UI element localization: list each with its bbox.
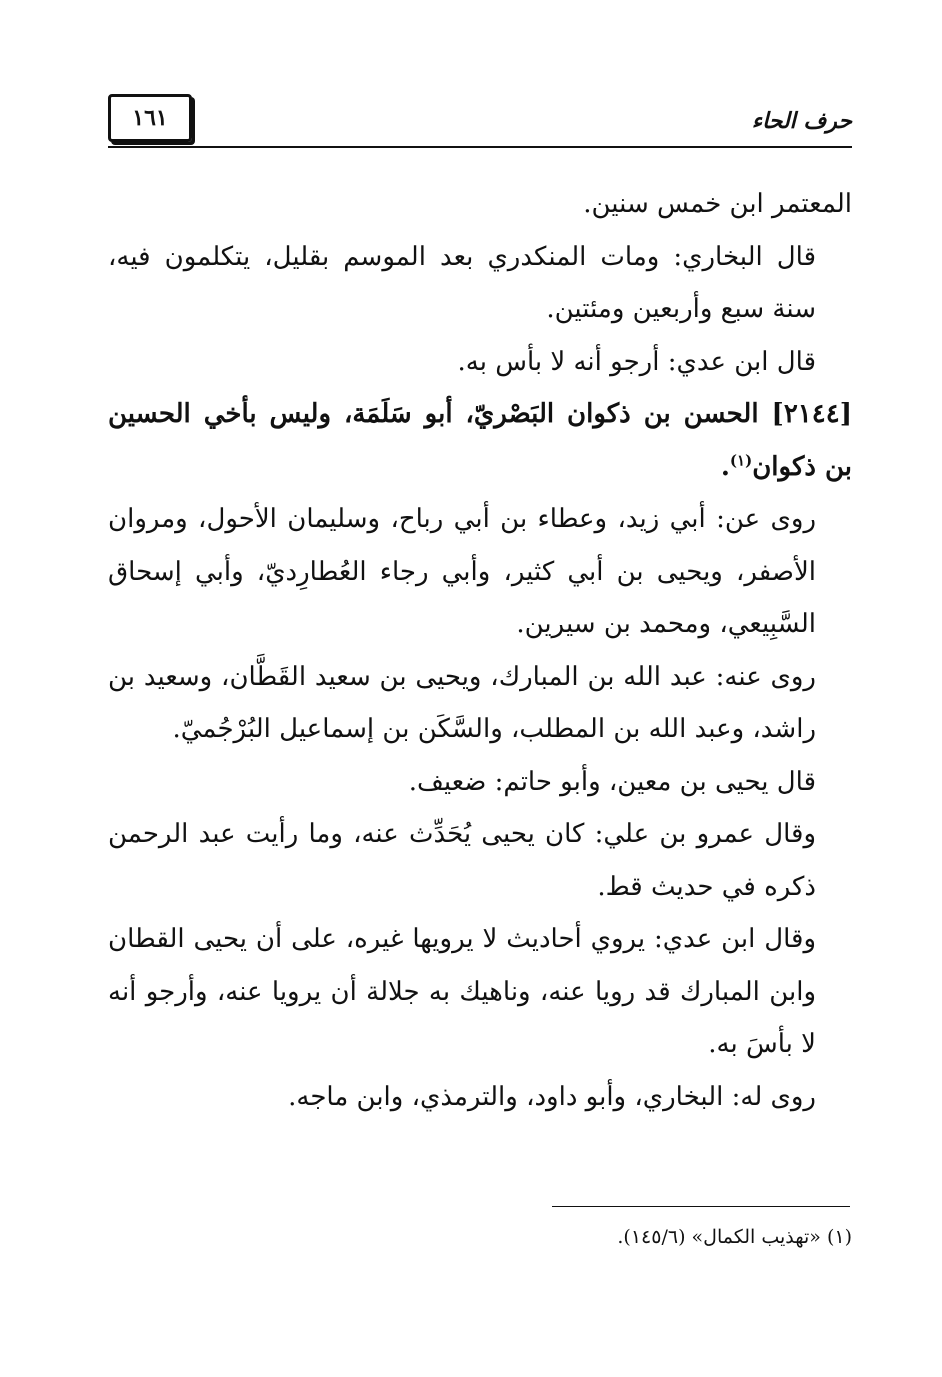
footnote-ref: (١) (729, 450, 753, 469)
paragraph-8: وقال ابن عدي: يروي أحاديث لا يرويها غيره، على أن يحيى القطان وابن المبارك قد رويا عنه، وناهيك به جلالة أن يرويا عنه، وأرجو أنه لا بأسَ به. (108, 924, 816, 1059)
paragraph-5: روى عنه: عبد الله بن المبارك، ويحيى بن سعيد القَطَّان، وسعيد بن راشد، وعبد الله بن المطلب، والسَّكَن بن إسماعيل البُرْجُميّ. (108, 661, 816, 744)
entry-heading-text: [٢١٤٤] الحسن بن ذكوان البَصْريّ، أبو سَلَمَة، وليس بأخي الحسين بن ذكوان (108, 399, 852, 482)
page-number: ١٦١ (108, 94, 192, 142)
page-header (108, 88, 852, 150)
paragraph-7: وقال عمرو بن علي: كان يحيى يُحَدِّث عنه، وما رأيت عبد الرحمن ذكره في حديث قط. (108, 819, 816, 902)
paragraph-6: قال يحيى بن معين، وأبو حاتم: ضعيف. (408, 766, 816, 797)
entry-heading (108, 388, 852, 493)
header-rule (108, 146, 852, 148)
running-head: حرف الحاء (751, 108, 852, 134)
paragraph-4: روى عن: أبي زيد، وعطاء بن أبي رباح، وسليمان الأحول، ومروان الأصفر، ويحيى بن أبي كثير، وأبي رجاء العُطارِديّ، وأبي إسحاق السَّبِيعي، ومحمد بن سيرين. (108, 504, 816, 639)
paragraph-2: قال البخاري: ومات المنكدري بعد الموسم بقليل، يتكلمون فيه، سنة سبع وأربعين ومئتين. (108, 241, 816, 324)
footnote-1: (١) «تهذيب الكمال» (١٤٥/٦). (617, 1226, 852, 1248)
paragraph-9: روى له: البخاري، وأبو داود، والترمذي، وابن ماجه. (288, 1081, 816, 1112)
main-text (108, 178, 852, 1123)
footnote-rule (552, 1206, 850, 1207)
entry-heading-end: . (720, 451, 730, 482)
paragraph-3: قال ابن عدي: أرجو أنه لا بأس به. (457, 346, 816, 377)
paragraph-1: المعتمر ابن خمس سنين. (583, 189, 852, 219)
